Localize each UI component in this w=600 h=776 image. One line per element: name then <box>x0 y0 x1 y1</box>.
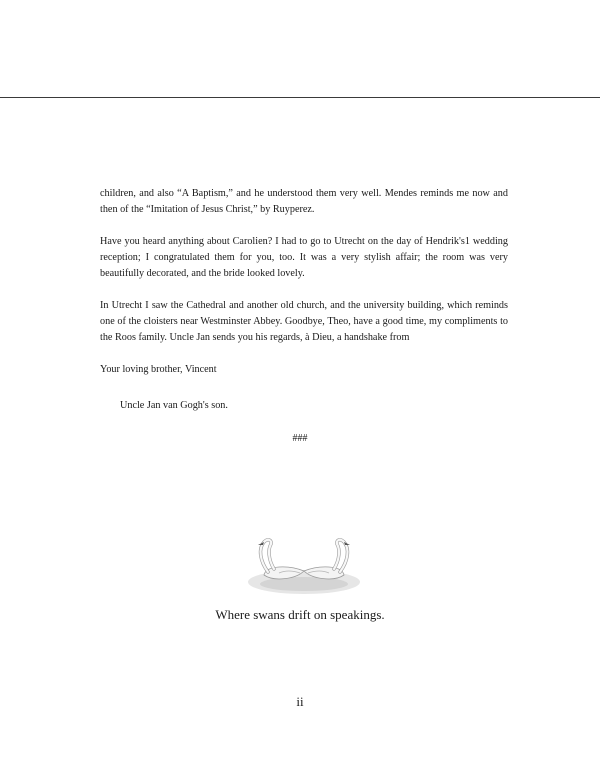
section-separator: ### <box>292 433 308 444</box>
letter-body <box>100 186 508 414</box>
paragraph: In Utrecht I saw the Cathedral and another old church, and the university building, which reminds one of the cloisters near Westminster Abbey. Goodbye, Theo, have a good time, my compliments to the Roos family. Uncle Jan sends you his regards, à Dieu, a handshake from <box>100 300 508 343</box>
paragraph: Have you heard anything about Carolien? I had to go to Utrecht on the day of Hendrik's1 wedding reception; I congratulated them for you, too. It was a very stylish affair; the room was very beautifully decorated, and the bride looked lovely. <box>100 236 508 279</box>
paragraph: children, and also “A Baptism,” and he understood them very well. Mendes reminds me now and then of the “Imitation of Jesus Christ,” by Ruyperez. <box>100 188 508 215</box>
closing-signature: Your loving brother, Vincent <box>100 364 217 375</box>
header-rule <box>0 97 600 98</box>
image-caption: Where swans drift on speakings. <box>215 607 385 622</box>
footnote: Uncle Jan van Gogh's son. <box>120 400 228 411</box>
page-number: ii <box>296 694 304 709</box>
swans-image <box>244 527 364 597</box>
